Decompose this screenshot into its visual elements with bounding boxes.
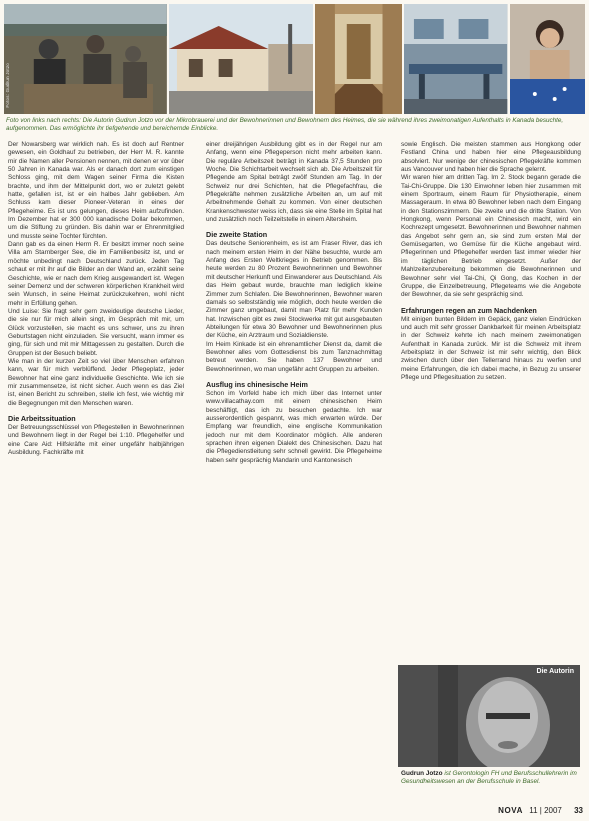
dining-room-photo — [404, 4, 507, 114]
paragraph: sowie Englisch. Die meisten stammen aus Hongkong oder Festland China und haben hier eine Pflegeausbildung absolviert. Nur wenige der chinesischen Pflegekräfte kommen aus Vancouver und haben hier die Sprache gelernt. — [401, 141, 581, 174]
author-label: Die Autorin — [536, 668, 574, 675]
section-heading: Die zweite Station — [206, 230, 268, 240]
paragraph: Schon im Vorfeld habe ich mich über das Internet unter www.villacathay.com mit einem chinesischen Heim beschäftigt, das ich zu besuchen gedachte. Ich war ausserordentlich gespannt, was mich erwarten würde. Der Empfang war freundlich, eine englische Kommunikation jedoch nur mit dem Koordinator möglich. Alle anderen sprachen ihren eigenen Dialekt des Chinesischen. Dazu hat die Pflegedienstleitung sehr schnell gewirkt. Die Pflegeheime haben sehr gesprächig Mandarin und Kantonesisch — [206, 389, 382, 464]
photo-credit: Fotos: Gudrun Jotzo — [5, 63, 10, 108]
paragraph: Das deutsche Seniorenheim, es ist am Fraser River, das ich nach meinem ersten Heim in der Nähe besuchte, wurde am Anfang des Ersten Weltkrieges in Betrieb genommen. Bis heute werden zu 80 Prozent Bewohnerinnen und Bewohner mit deutscher Herkunft und Einwanderer aus Deutschland. Als das Heim gebaut wurde, brauchte man lediglich kleine Zimmer zum Schlafen. Die Bewohnerinnen, Bewohner waren damals so selbstständig wie möglich, doch heute werden die Zimmer ganz umgebaut, damit man Platz für mehr Kunden hat. Inzwischen gibt es zwei Stockwerke mit gut ausgebauten Abteilungen für etwa 30 Bewohner und Bewohnerinnen plus der Küche, ein Arztraum und Sozialdienste. — [206, 240, 382, 340]
photo-caption: Foto von links nach rechts: Die Autorin Gudrun Jotzo vor der Mikrobrauerei und der Bewohnerinnen und Bewohnern des Heimes, die sie während ihres zweimonatigen Aufenthalts in Kanada besuchte, aufgenommen. Das ermöglichte ihr tiefgehende und bereichernde Einblicke. — [6, 117, 564, 133]
paragraph: Wir waren hier am dritten Tag. Im 2. Stock begann gerade die Tai-Chi-Gruppe. Die 130 Einwohner leben hier zusammen mit einem Sportraum, einem Raum für Physiotherapie, einem Massageraum. In etwa 80 Bewohner leben nach dem Eingang in den Stationszimmern. Die zweite und die dritte Station. Von Hongkong, wenn Personal ein Chinesisch macht, wird ein Kochrezept umgesetzt. Bewohnerinnen und Bewohner nahmen das Angebot sehr gern an, sie sind zum ersten Mal der Gemüsegarten, wo Gemüse für die Küche angebaut wird. Pflegerinnen und Pflegehelfer werden fast immer wieder hier im täglichen Betrieb eingesetzt. Außer der Mahlzeitenzubereitung bekommen die Bewohnerinnen und Bewohner sehr viel Tai-Chi, Qi Gong, das Kochen in der Gruppe, die Einzelbetreuung, Pflegeteams wie die Angebote der Bewohner, da sie sehr gesprächig sind. — [401, 174, 581, 299]
paragraph: Mit einigen bunten Bildern im Gepäck, ganz vielen Eindrücken und auch mit sehr grosser Dankbarkeit für meinen Arbeitsplatz in der Schweiz kehrte ich nach meinem zweimonatigen Aufenthalt in Kanada zurück. Mir ist die Schweiz mit ihrem Arbeitsplatz in der Schweiz ist mir sehr wichtig, den Blick zwischen durch über den Tellerrand hinaus zu werfen und meine Erfahrungen, die ich dabei mache, in Bezug zu unserer Pflege und Pflegesituation zu setzen. — [401, 315, 581, 381]
author-photo — [398, 665, 580, 767]
paragraph: Dann gab es da einen Herrn R. Er besitzt immer noch seine Villa am Starnberger See, die im Familienbesitz ist, und er möchte unbedingt nach Deutschland zurück. Jeden Tag schaut er mit ihr auf die Bilder an der Wand an, erzählt seine Geschichte, wie er nach dem Krieg ausgewandert ist. Wegen seiner Demenz und der schweren körperlichen Krankheit wird sein Wunsch, in seine Heimat zurückzukehren, wohl nicht mehr in Erfüllung gehen. — [8, 241, 184, 307]
woman-at-table-photo — [510, 4, 585, 114]
paragraph: Der Nowarsberg war wirklich nah. Es ist doch auf Rentner gewesen, ein Goldhauf zu betrieben, der Herr M. R. kannte mir die Namen aller Pensionen nennen, mit denen er vor über 50 Jahren in Kanada war. Als er danach dort zum einstigen Schloss ging, mit dem Wagen seiner Firma die Kisten brachte, und ihm der Mittelpunkt dort, wo er zuletzt gelebt hatte, gefallen ist, ist er ein halbes Jahr geblieben. Am Schluss kam dieser Pioneer-Veteran in eines der Pflegeheime. Es ist uns gelungen, dieses Heim aufzufinden. Im Dezember hat er 300 000 kanadische Dollar bekommen, um die Stiftung zu gründen. Bis dahin war er Ehrenmitglied und musste seine Tochter fürchten. — [8, 141, 184, 240]
paragraph: Im Heim Kinkade ist ein ehrenamtlicher Dienst da, damit die Bewohner alles vom Gottesdienst bis zum Tanznachmittag betreut werden. Sie haben 137 Bewohner und Bewohnerinnen, wo man ungefähr acht Gruppen zu arbeiten. — [206, 340, 382, 373]
people-seated-photo — [4, 4, 167, 114]
section-heading: Erfahrungen regen an zum Nachdenken — [401, 305, 537, 315]
paragraph: Der Betreuungsschlüssel von Pflegestellen in Bewohnerinnen und Bewohnern liegt in der Regel bei 1:10. Pflegehelfer und eine Care Aid: Hilfskräfte mit einer ungefähr halbjährigen Ausbildung. Fachkräfte mit — [8, 424, 184, 457]
author-caption — [401, 770, 581, 787]
paragraph: Wie man in der kurzen Zeit so viel über Menschen erfahren kann, war für mich verblüffend. Jeder Pflegeplatz, jeder Bewohner hat eine ganz individuelle Geschichte. Wie ich sie mir zusammensetze, ist nicht sicher. Auch wenn es das Ziel ist, einen Bericht zu schreiben, stelle ich fest, wie wichtig mir die Begegnungen mit den Menschen waren. — [8, 357, 184, 407]
paragraph: Und Luise: Sie fragt sehr gern zweideutige deutsche Lieder, die sie nur für mich allein singt, im Gespräch mit mir, um Glück vorzustellen, sie macht es uns schwer, uns zu ihren Geburtstagen nicht einzuladen. Sie versucht, wann immer es ging, für sich und mit mir Mittagessen zu gestalten. Durch die Gruppen ist der Besuch beliebt. — [8, 307, 184, 357]
author-role: ist Gerontologin FH und Berufsschullehrerin im Gesundheitswesen an der Berufsschule in Basel. — [401, 770, 577, 786]
magazine-name: NOVA — [498, 806, 523, 815]
page-footer — [498, 806, 583, 815]
building-exterior-photo — [169, 4, 313, 114]
paragraph: einer dreijährigen Ausbildung gibt es in der Regel nur am Anfang, wenn eine Pflegeperson nicht mehr arbeiten kann. Die reguläre Arbeitszeit beträgt in Kanada 37,5 Stunden pro Woche. Die Schichtarbeit wechselt sich ab. Die Arbeitszeit für Pflegende am Spital beträgt zwölf Stunden am Tag. In der Schweiz nur drei Schichten, hat die Pflegefachfrau, die Pflegekräfte nehmen zusätzliche Arbeiten an, um auf mit Arbeitnehmende Gehalt zu kommen. Von einer deutschen Krankenschwester weiss ich, dass sie eine Stelle im Spital hat und zusätzlich noch Teilzeitstelle in einem Altersheim. — [206, 141, 382, 224]
text-column-3 — [401, 141, 581, 382]
issue-number: 11 | 2007 — [529, 806, 562, 815]
author-name: Gudrun Jotzo — [401, 770, 443, 777]
section-heading: Die Arbeitssituation — [8, 414, 76, 423]
photo-strip — [4, 4, 585, 114]
hallway-photo — [315, 4, 402, 114]
page-number: 33 — [574, 806, 583, 815]
text-column-1 — [8, 141, 184, 457]
text-column-2 — [206, 141, 382, 465]
section-heading: Ausflug ins chinesische Heim — [206, 379, 308, 389]
